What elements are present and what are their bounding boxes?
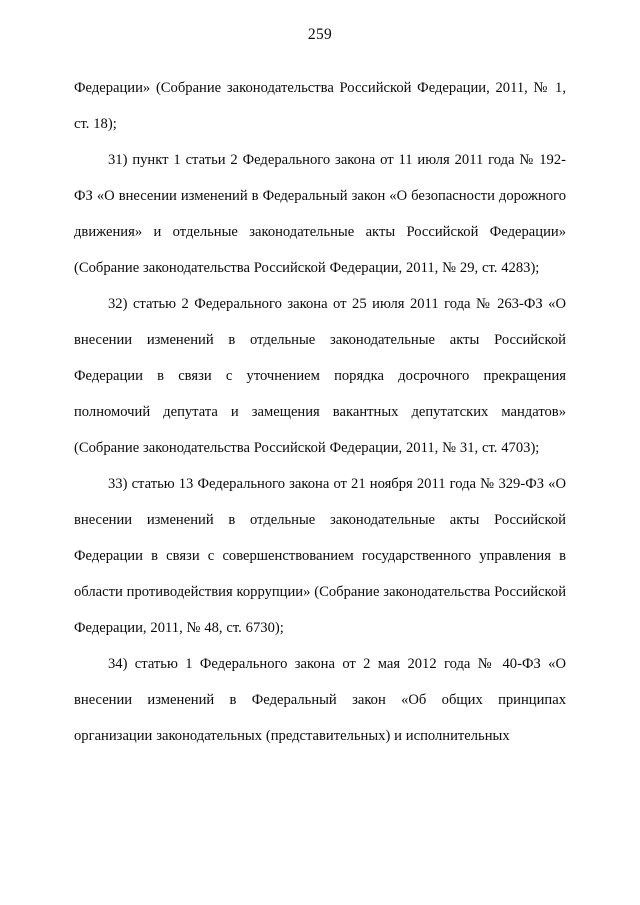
paragraph-item-33: 33) статью 13 Федерального закона от 21 ноября 2011 года № 329-ФЗ «О внесении изменений в отдельные законодательные акты Российской Федерации в связи с совершенствованием государственного управления в области противодействия коррупции» (Собрание законодательства Российской Федерации, 2011, № 48, ст. 6730); [74,476,566,636]
paragraph-item-34: 34) статью 1 Федерального закона от 2 мая 2012 года № 40-ФЗ «О внесении изменений в Федеральный закон «Об общих принципах организации законодательных (представительных) и исполнительных [74,656,566,744]
paragraph-item-31: 31) пункт 1 статьи 2 Федерального закона от 11 июля 2011 года № 192-ФЗ «О внесении изменений в Федеральный закон «О безопасности дорожного движения» и отдельные законодательные акты Российской Федерации» (Собрание законодательства Российской Федерации, 2011, № 29, ст. 4283); [74,152,566,276]
paragraph-continued: Федерации» (Собрание законодательства Российской Федерации, 2011, № 1, ст. 18); [74,80,566,132]
page-number: 259 [307,26,333,43]
document-body [74,70,566,754]
paragraph-item-32: 32) статью 2 Федерального закона от 25 июля 2011 года № 263-ФЗ «О внесении изменений в отдельные законодательные акты Российской Федерации в связи с уточнением порядка досрочного прекращения полномочий депутата и замещения вакантных депутатских мандатов» (Собрание законодательства Российской Федерации, 2011, № 31, ст. 4703); [74,296,566,456]
